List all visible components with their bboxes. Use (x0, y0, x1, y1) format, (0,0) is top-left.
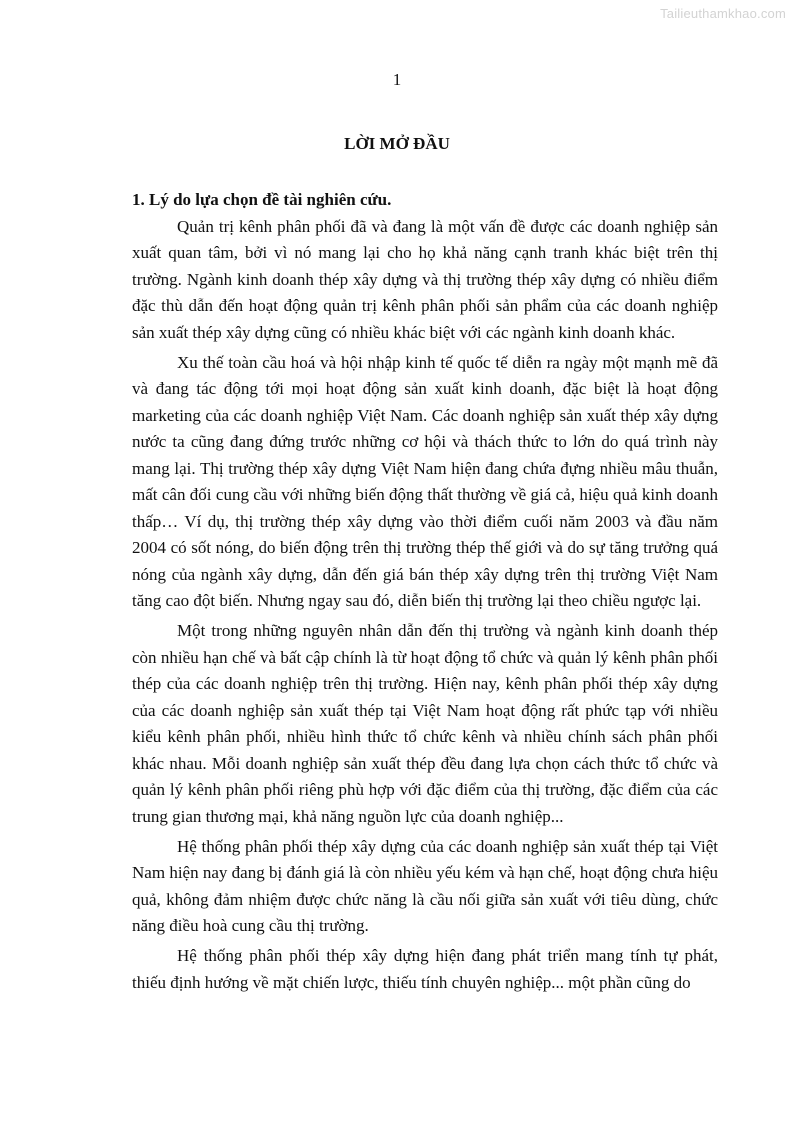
paragraph-4: Hệ thống phân phối thép xây dựng của các doanh nghiệp sản xuất thép tại Việt Nam hiện nay đang bị đánh giá là còn nhiều yếu kém và hạn chế, hoạt động chưa hiệu quả, không đảm nhiệm được chức năng là cầu nối giữa sản xuất với tiêu dùng, chức năng điều hoà cung cầu thị trường. (132, 836, 718, 935)
document-body (132, 187, 718, 1000)
page-number: 1 (392, 70, 402, 89)
paragraph-2: Xu thế toàn cầu hoá và hội nhập kinh tế quốc tế diễn ra ngày một mạnh mẽ đã và đang tác động tới mọi hoạt động sản xuất kinh doanh, đặc biệt là hoạt động marketing của các doanh nghiệp Việt Nam. Các doanh nghiệp sản xuất thép xây dựng nước ta cũng đang đứng trước những cơ hội và thách thức to lớn do quá trình này mang lại. Thị trường thép xây dựng Việt Nam hiện đang chứa đựng nhiều mâu thuẫn, mất cân đối cung cầu với những biến động thất thường về giá cả, hiệu quả kinh doanh thấp… Ví dụ, thị trường thép xây dựng vào thời điểm cuối năm 2003 và đầu năm 2004 có sốt nóng, do biến động trên thị trường thép thế giới và do sự tăng trưởng quá nóng của ngành xây dựng, dẫn đến giá bán thép xây dựng trên thị trường Việt Nam tăng cao đột biến. Nhưng ngay sau đó, diễn biến thị trường lại theo chiều ngược lại. (132, 352, 718, 610)
section-heading: 1. Lý do lựa chọn đề tài nghiên cứu. (132, 190, 392, 209)
page-title: LỜI MỞ ĐẦU (344, 134, 450, 153)
watermark: Tailieuthamkhao.com (660, 6, 786, 21)
paragraph-3: Một trong những nguyên nhân dẫn đến thị trường và ngành kinh doanh thép còn nhiều hạn chế và bất cập chính là từ hoạt động tổ chức và quản lý kênh phân phối thép của các doanh nghiệp trên thị trường. Hiện nay, kênh phân phối thép xây dựng của các doanh nghiệp sản xuất thép tại Việt Nam hoạt động rất phức tạp với nhiều kiểu kênh phân phối, nhiều hình thức tổ chức kênh và nhiều chính sách phân phối khác nhau. Mỗi doanh nghiệp sản xuất thép đều đang lựa chọn cách thức tổ chức và quản lý kênh phân phối riêng phù hợp với đặc điểm của thị trường, đặc điểm của các trung gian thương mại, khả năng nguồn lực của doanh nghiệp... (132, 621, 718, 826)
paragraph-5: Hệ thống phân phối thép xây dựng hiện đang phát triển mang tính tự phát, thiếu định hướng về mặt chiến lược, thiếu tính chuyên nghiệp... một phần cũng do (132, 946, 718, 992)
paragraph-1: Quản trị kênh phân phối đã và đang là một vấn đề được các doanh nghiệp sản xuất quan tâm, bởi vì nó mang lại cho họ khả năng cạnh tranh khác biệt trên thị trường. Ngành kinh doanh thép xây dựng và thị trường thép xây dựng có nhiều điểm đặc thù dẫn đến hoạt động quản trị kênh phân phối sản phẩm của các doanh nghiệp sản xuất thép xây dựng cũng có nhiều khác biệt với các ngành kinh doanh khác. (132, 216, 718, 342)
